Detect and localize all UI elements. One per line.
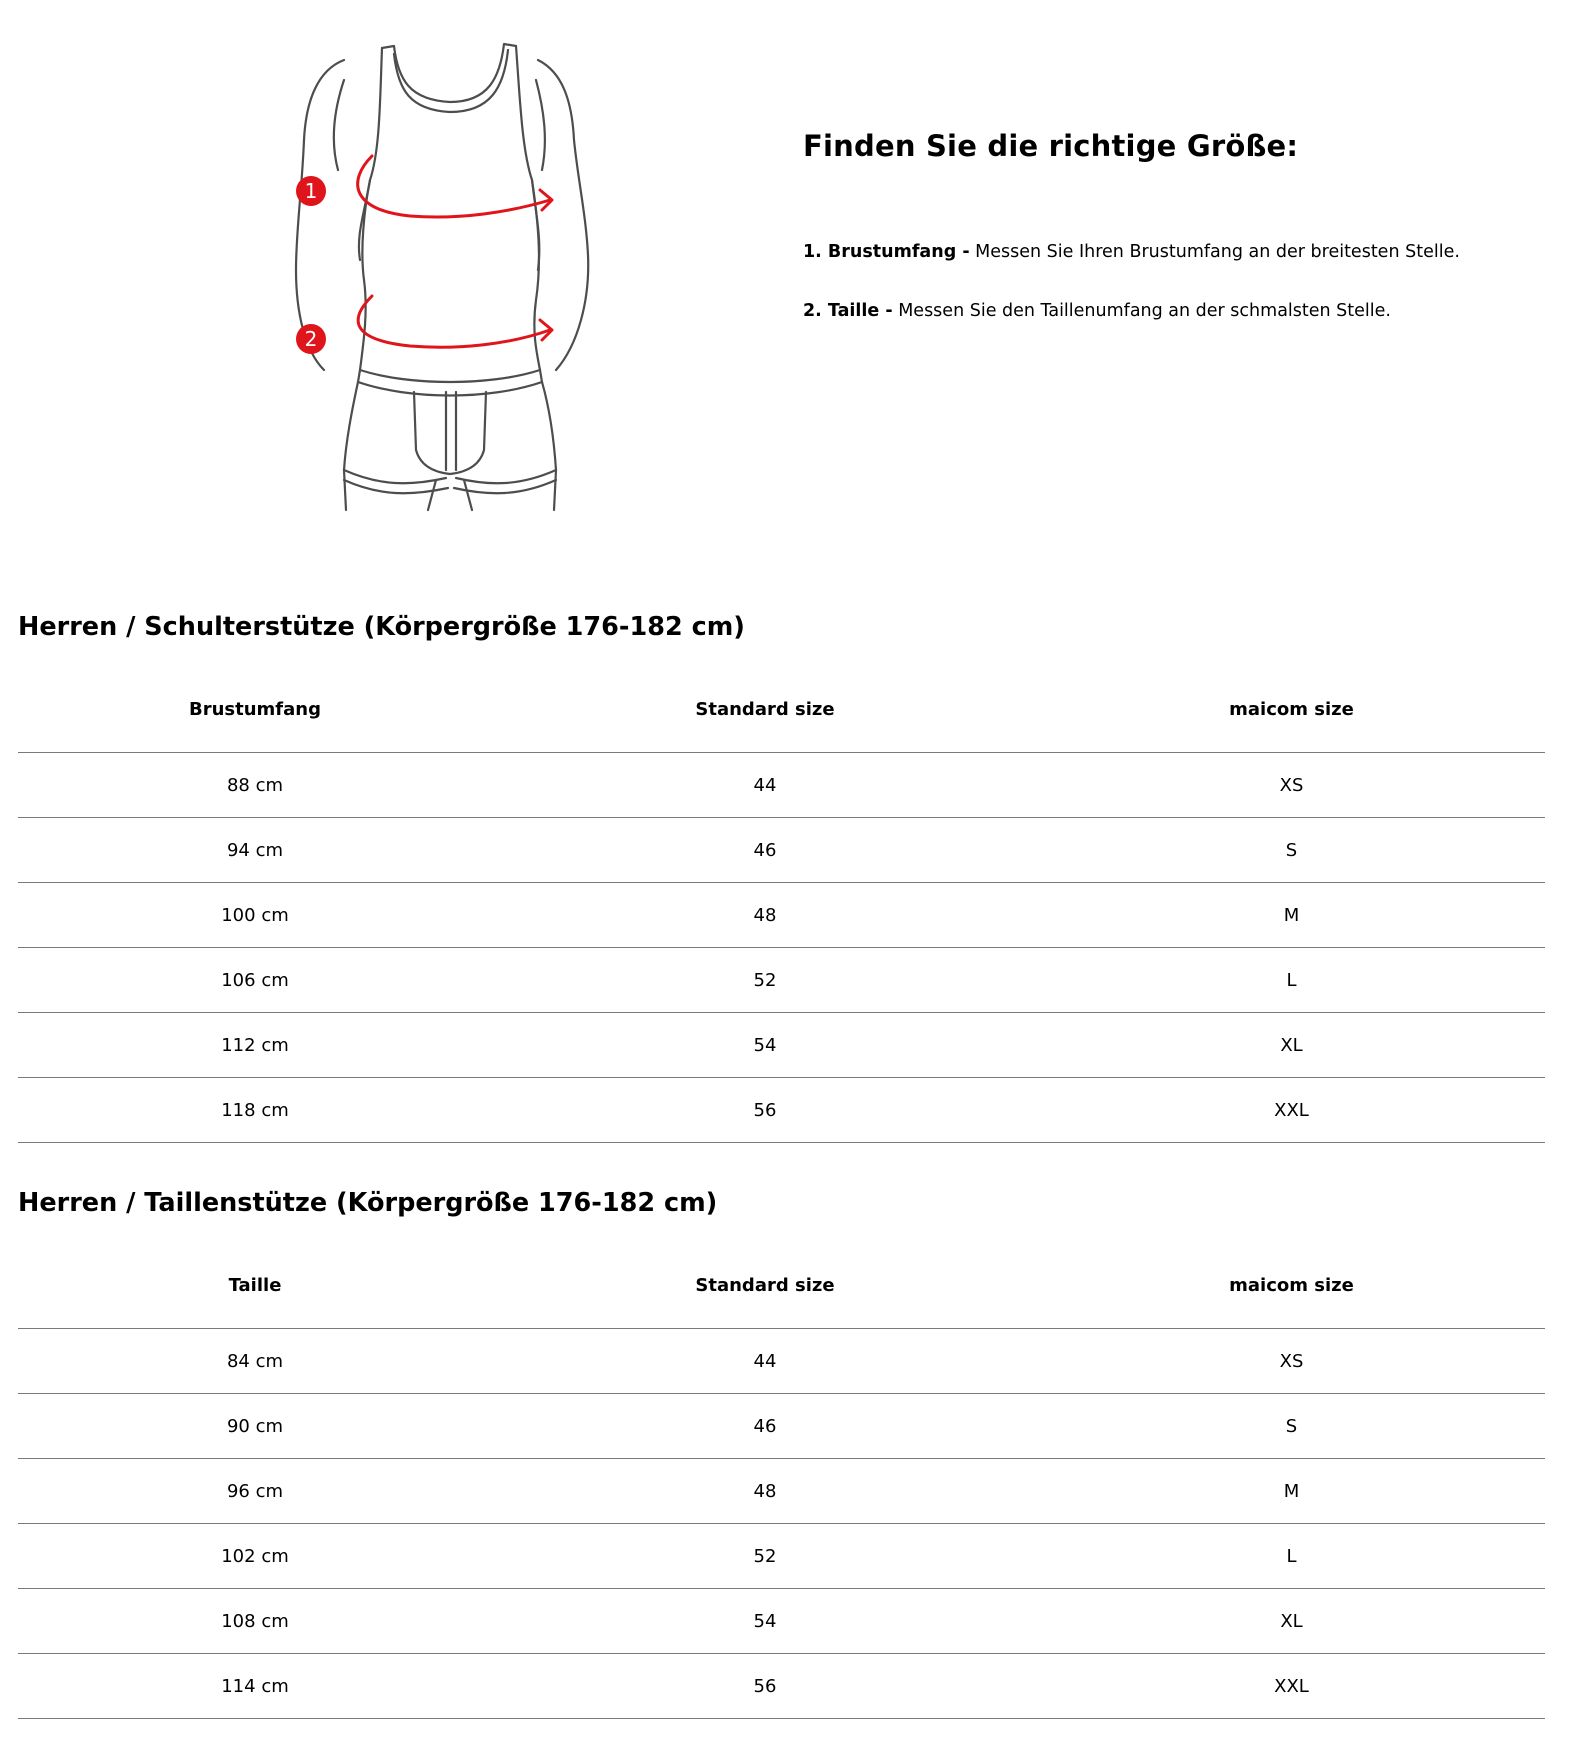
cell-standard-size: 44 [492, 753, 1038, 818]
table-row [18, 753, 1545, 818]
cell-chest: 118 cm [18, 1078, 492, 1143]
cell-maicom-size: XS [1038, 753, 1545, 818]
cell-waist: 90 cm [18, 1394, 492, 1459]
cell-standard-size: 54 [492, 1013, 1038, 1078]
cell-standard-size: 46 [492, 818, 1038, 883]
cell-standard-size: 52 [492, 1524, 1038, 1589]
cell-standard-size: 52 [492, 948, 1038, 1013]
cell-maicom-size: M [1038, 1459, 1545, 1524]
table-row [18, 948, 1545, 1013]
header-maicom-size: maicom size [1038, 667, 1545, 753]
measurement-illustration [260, 40, 620, 530]
cell-maicom-size: S [1038, 818, 1545, 883]
cell-waist: 114 cm [18, 1654, 492, 1719]
waist-support-section [18, 1185, 1545, 1719]
cell-waist: 96 cm [18, 1459, 492, 1524]
section-title: Herren / Taillenstütze (Körpergröße 176-182 cm) [18, 1188, 718, 1218]
table-row [18, 1013, 1545, 1078]
table-row [18, 1524, 1545, 1589]
measurement-steps [803, 240, 1543, 323]
table-row [18, 1654, 1545, 1719]
table-header-row [18, 667, 1545, 753]
table-row [18, 1394, 1545, 1459]
size-guide-intro [803, 126, 1543, 358]
cell-waist: 108 cm [18, 1589, 492, 1654]
section-title: Herren / Schulterstütze (Körpergröße 176-182 cm) [18, 612, 745, 642]
size-table-waist [18, 1243, 1545, 1719]
step-chest [803, 240, 1543, 264]
table-row [18, 1589, 1545, 1654]
cell-chest: 100 cm [18, 883, 492, 948]
header-waist: Taille [18, 1243, 492, 1329]
cell-chest: 88 cm [18, 753, 492, 818]
cell-maicom-size: L [1038, 948, 1545, 1013]
step-text: Messen Sie den Taillenumfang an der schmalsten Stelle. [892, 301, 1391, 321]
step-waist [803, 299, 1543, 323]
cell-standard-size: 48 [492, 1459, 1038, 1524]
table-header-row [18, 1243, 1545, 1329]
cell-waist: 84 cm [18, 1329, 492, 1394]
cell-chest: 94 cm [18, 818, 492, 883]
cell-maicom-size: XXL [1038, 1078, 1545, 1143]
header-standard-size: Standard size [492, 1243, 1038, 1329]
table-row [18, 1329, 1545, 1394]
cell-waist: 102 cm [18, 1524, 492, 1589]
cell-maicom-size: XXL [1038, 1654, 1545, 1719]
cell-maicom-size: S [1038, 1394, 1545, 1459]
cell-maicom-size: M [1038, 883, 1545, 948]
body-outline-drawing [260, 40, 620, 530]
table-row [18, 1459, 1545, 1524]
cell-standard-size: 46 [492, 1394, 1038, 1459]
table-row [18, 818, 1545, 883]
cell-standard-size: 54 [492, 1589, 1038, 1654]
table-row [18, 1078, 1545, 1143]
shoulder-support-section [18, 609, 1545, 1143]
cell-chest: 112 cm [18, 1013, 492, 1078]
marker-2: 2 [296, 324, 326, 354]
size-table-shoulder [18, 667, 1545, 1143]
intro-title: Finden Sie die richtige Größe: [803, 129, 1299, 163]
cell-standard-size: 56 [492, 1654, 1038, 1719]
step-text: Messen Sie Ihren Brustumfang an der breitesten Stelle. [969, 242, 1460, 262]
cell-standard-size: 56 [492, 1078, 1038, 1143]
step-label: 1. Brustumfang - [803, 242, 970, 262]
cell-maicom-size: XL [1038, 1013, 1545, 1078]
marker-1: 1 [296, 176, 326, 206]
cell-maicom-size: XL [1038, 1589, 1545, 1654]
cell-chest: 106 cm [18, 948, 492, 1013]
header-chest: Brustumfang [18, 667, 492, 753]
cell-maicom-size: XS [1038, 1329, 1545, 1394]
header-standard-size: Standard size [492, 667, 1038, 753]
header-maicom-size: maicom size [1038, 1243, 1545, 1329]
cell-maicom-size: L [1038, 1524, 1545, 1589]
cell-standard-size: 48 [492, 883, 1038, 948]
cell-standard-size: 44 [492, 1329, 1038, 1394]
table-row [18, 883, 1545, 948]
step-label: 2. Taille - [803, 301, 893, 321]
